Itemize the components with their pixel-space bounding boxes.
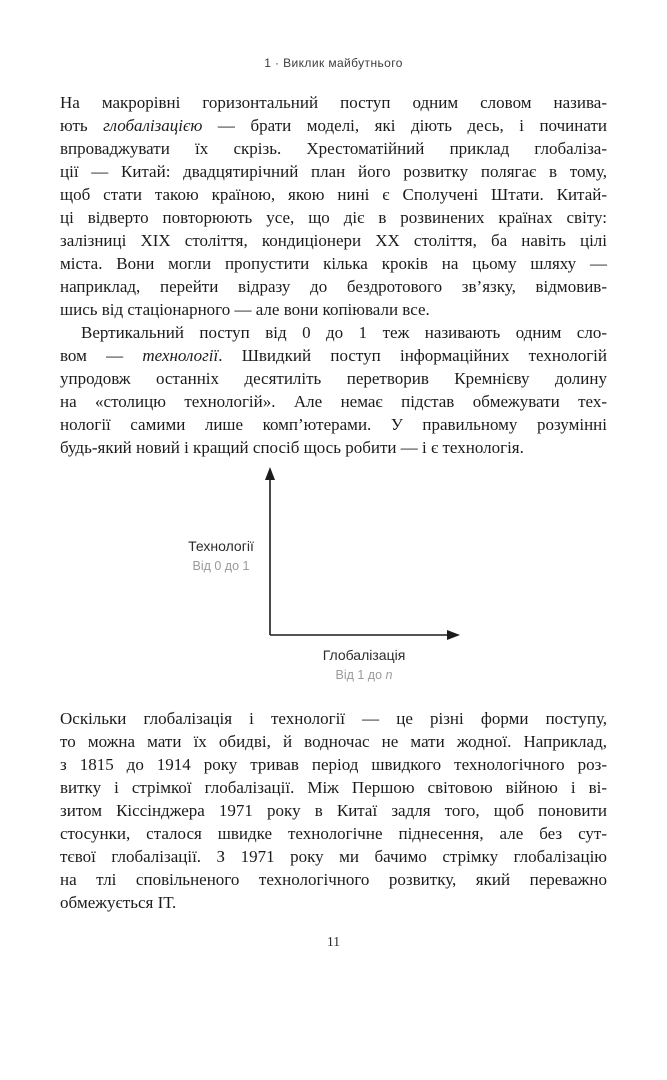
text-line: міста. Вони могли пропустити кілька кроків на цьому шляху —: [60, 254, 607, 273]
text-line: ції — Китай: двадцятирічний план його розвитку полягає в тому,: [60, 162, 607, 181]
text-line: наприклад, перейти відразу до бездротового зв’язку, відмовив-: [60, 277, 607, 296]
y-axis-label: Технології: [188, 538, 254, 554]
text-line: Оскільки глобалізація і технології — це різні форми поступу,: [60, 709, 607, 728]
text-line: витку і стрімкої глобалізації. Між Першою світовою війною і ві-: [60, 778, 607, 797]
body-text-upper: [60, 91, 607, 459]
text-line: стосунки, сталося швидке технологічне піднесення, але без сут-: [60, 824, 607, 843]
text-line: Вертикальний поступ від 0 до 1 теж називають одним сло-: [81, 323, 607, 342]
text-line: впроваджувати їх скрізь. Хрестоматійний приклад глобаліза-: [60, 139, 607, 158]
paragraph: [60, 91, 607, 321]
text-line: шись від стаціонарного — але вони копіювали все.: [60, 300, 430, 319]
y-axis-label-group: [159, 538, 283, 573]
text-line: ють глобалізацією — брати моделі, які діють десь, і починати: [60, 116, 607, 135]
text-line: то можна мати їх обидві, й водночас не мати жодної. Наприклад,: [60, 732, 607, 751]
text-line: ці відверто повторюють усе, що діє в розвинених країнах світу:: [60, 208, 607, 227]
text-line: обмежується ІТ.: [60, 893, 177, 912]
body-text-lower: [60, 707, 607, 914]
text-line: тєвої глобалізації. З 1971 року ми бачимо стрімку глобалізацію: [60, 847, 607, 866]
paragraph: [60, 707, 607, 914]
y-axis-range: Від 0 до 1: [192, 559, 250, 573]
text-line: на «столицю технологій». Але немає підстав обмежувати тех-: [60, 392, 607, 411]
page-number: 11: [327, 934, 340, 949]
x-axis-label: Глобалізація: [322, 647, 406, 663]
axes-figure: [60, 467, 607, 689]
text-line: будь-який новий і кращий спосіб щось робити — і є технологія.: [60, 438, 524, 457]
paragraph: [60, 321, 607, 459]
axes-arrows-icon: [60, 467, 607, 642]
text-line: залізниці XIX століття, кондиціонери XX століття, ба навіть цілі: [60, 231, 607, 250]
book-page: [0, 56, 667, 1080]
text-line: зитом Кіссінджера 1971 року в Китаї задля того, щоб поновити: [60, 801, 607, 820]
x-axis-label-group: [299, 647, 429, 682]
text-line: нології самими лише комп’ютерами. У правильному розумінні: [60, 415, 607, 434]
x-axis-range: Від 1 до n: [335, 668, 393, 682]
text-line: упродовж останніх десятиліть перетворив Кремнієву долину: [60, 369, 607, 388]
text-line: На макрорівні горизонтальний поступ одним словом назива-: [60, 93, 607, 112]
text-line: вом — технології. Швидкий поступ інформаційних технологій: [60, 346, 607, 365]
text-line: щоб стати такою країною, якою нині є Сполучені Штати. Китай-: [60, 185, 607, 204]
running-head: 1 · Виклик майбутнього: [264, 56, 403, 70]
text-line: з 1815 до 1914 року тривав період швидкого технологічного роз-: [60, 755, 607, 774]
text-line: на тлі сповільненого технологічного розвитку, який переважно: [60, 870, 607, 889]
